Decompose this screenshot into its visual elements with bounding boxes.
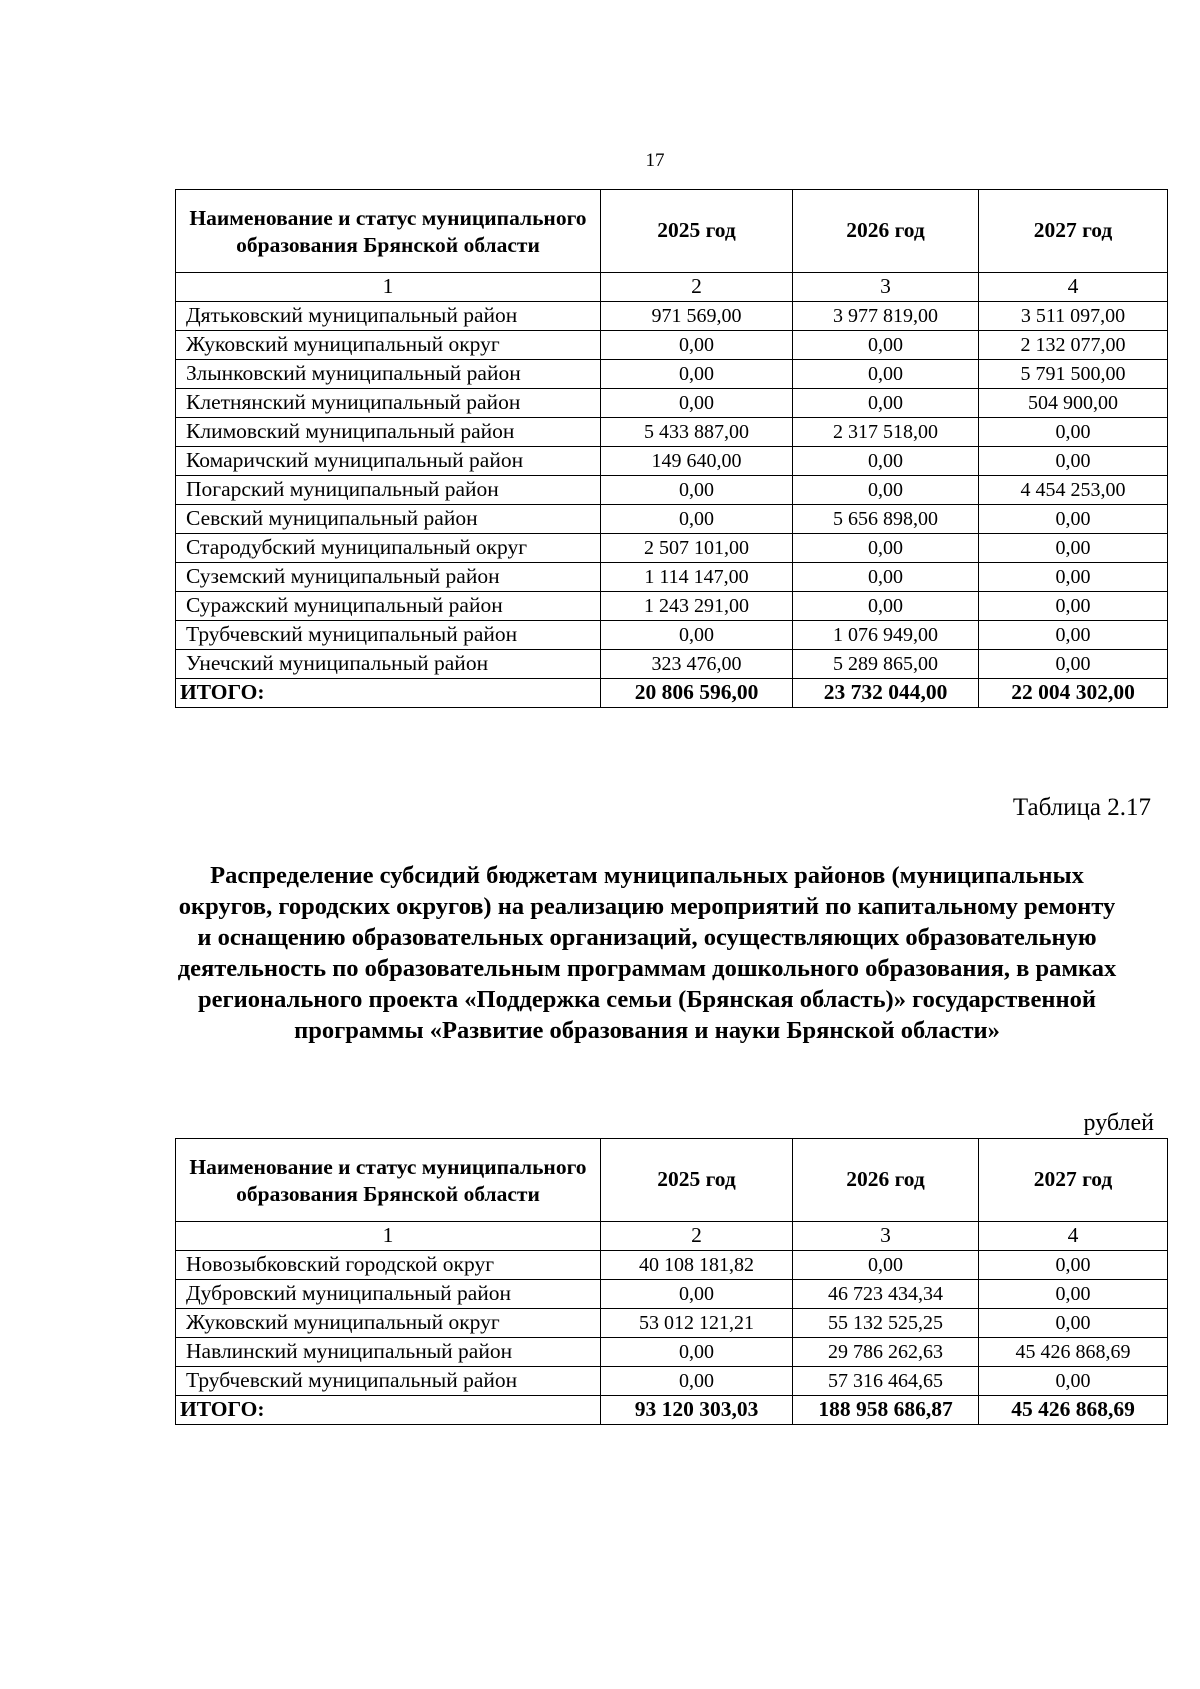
value-2026: 0,00 xyxy=(793,592,979,621)
value-2026: 0,00 xyxy=(793,360,979,389)
column-number-row xyxy=(176,1222,1168,1251)
value-2025: 0,00 xyxy=(601,1367,793,1396)
header-name: Наименование и статус муниципального образования Брянской области xyxy=(176,190,601,273)
total-2025: 20 806 596,00 xyxy=(601,679,793,708)
value-2025: 149 640,00 xyxy=(601,447,793,476)
value-2025: 0,00 xyxy=(601,505,793,534)
table-row xyxy=(176,331,1168,360)
value-2025: 0,00 xyxy=(601,1338,793,1367)
value-2027: 504 900,00 xyxy=(979,389,1168,418)
municipality-name: Жуковский муниципальный округ xyxy=(176,1309,601,1338)
subsidy-table-bottom xyxy=(175,1138,1168,1425)
header-2026: 2026 год xyxy=(793,190,979,273)
total-label: ИТОГО: xyxy=(176,679,601,708)
total-label: ИТОГО: xyxy=(176,1396,601,1425)
value-2025: 323 476,00 xyxy=(601,650,793,679)
value-2026: 0,00 xyxy=(793,476,979,505)
total-2026: 23 732 044,00 xyxy=(793,679,979,708)
value-2025: 0,00 xyxy=(601,476,793,505)
column-number-row xyxy=(176,273,1168,302)
table-row xyxy=(176,389,1168,418)
column-number: 2 xyxy=(601,273,793,302)
value-2027: 0,00 xyxy=(979,1367,1168,1396)
municipality-name: Навлинский муниципальный район xyxy=(176,1338,601,1367)
value-2025: 0,00 xyxy=(601,621,793,650)
value-2026: 0,00 xyxy=(793,331,979,360)
total-2027: 45 426 868,69 xyxy=(979,1396,1168,1425)
value-2027: 5 791 500,00 xyxy=(979,360,1168,389)
value-2027: 0,00 xyxy=(979,592,1168,621)
value-2027: 0,00 xyxy=(979,1251,1168,1280)
municipality-name: Суражский муниципальный район xyxy=(176,592,601,621)
value-2026: 46 723 434,34 xyxy=(793,1280,979,1309)
table-row xyxy=(176,476,1168,505)
municipality-name: Жуковский муниципальный округ xyxy=(176,331,601,360)
column-number: 2 xyxy=(601,1222,793,1251)
value-2027: 0,00 xyxy=(979,505,1168,534)
municipality-name: Дятьковский муниципальный район xyxy=(176,302,601,331)
total-row xyxy=(176,1396,1168,1425)
header-2027: 2027 год xyxy=(979,190,1168,273)
table-row xyxy=(176,1251,1168,1280)
table-row xyxy=(176,360,1168,389)
header-2026: 2026 год xyxy=(793,1139,979,1222)
total-row xyxy=(176,679,1168,708)
total-2027: 22 004 302,00 xyxy=(979,679,1168,708)
table-row xyxy=(176,505,1168,534)
municipality-name: Дубровский муниципальный район xyxy=(176,1280,601,1309)
header-2025: 2025 год xyxy=(601,190,793,273)
value-2026: 2 317 518,00 xyxy=(793,418,979,447)
municipality-name: Злынковский муниципальный район xyxy=(176,360,601,389)
value-2026: 0,00 xyxy=(793,447,979,476)
column-number: 3 xyxy=(793,1222,979,1251)
value-2026: 57 316 464,65 xyxy=(793,1367,979,1396)
table-row xyxy=(176,1338,1168,1367)
value-2025: 5 433 887,00 xyxy=(601,418,793,447)
table-row xyxy=(176,1367,1168,1396)
value-2027: 0,00 xyxy=(979,650,1168,679)
value-2026: 55 132 525,25 xyxy=(793,1309,979,1338)
value-2025: 53 012 121,21 xyxy=(601,1309,793,1338)
value-2027: 2 132 077,00 xyxy=(979,331,1168,360)
value-2027: 0,00 xyxy=(979,447,1168,476)
value-2027: 0,00 xyxy=(979,1309,1168,1338)
value-2027: 45 426 868,69 xyxy=(979,1338,1168,1367)
municipality-name: Трубчевский муниципальный район xyxy=(176,1367,601,1396)
header-name: Наименование и статус муниципального образования Брянской области xyxy=(176,1139,601,1222)
total-2026: 188 958 686,87 xyxy=(793,1396,979,1425)
table-row xyxy=(176,302,1168,331)
municipality-name: Севский муниципальный район xyxy=(176,505,601,534)
table-row xyxy=(176,418,1168,447)
table-row xyxy=(176,1280,1168,1309)
value-2027: 0,00 xyxy=(979,1280,1168,1309)
table-row xyxy=(176,534,1168,563)
municipality-name: Климовский муниципальный район xyxy=(176,418,601,447)
header-2027: 2027 год xyxy=(979,1139,1168,1222)
table-row xyxy=(176,621,1168,650)
municipality-name: Трубчевский муниципальный район xyxy=(176,621,601,650)
municipality-name: Клетнянский муниципальный район xyxy=(176,389,601,418)
value-2025: 40 108 181,82 xyxy=(601,1251,793,1280)
table-row xyxy=(176,592,1168,621)
value-2025: 0,00 xyxy=(601,1280,793,1309)
value-2027: 0,00 xyxy=(979,621,1168,650)
municipality-name: Новозыбковский городской округ xyxy=(176,1251,601,1280)
table-row xyxy=(176,563,1168,592)
value-2027: 3 511 097,00 xyxy=(979,302,1168,331)
value-2026: 0,00 xyxy=(793,389,979,418)
value-2025: 1 114 147,00 xyxy=(601,563,793,592)
column-number: 1 xyxy=(176,1222,601,1251)
value-2026: 1 076 949,00 xyxy=(793,621,979,650)
value-2026: 5 656 898,00 xyxy=(793,505,979,534)
document-title: Распределение субсидий бюджетам муниципальных районов (муниципальных округов, городских округов) на реализацию мероприятий по капитальному ремонту и оснащению образовательных организаций, осуществляющих образовательную деятельность по образовательным программам дошкольного образования, в рамках регионального проекта «Поддержка семьи (Брянская область)» государственной программы «Развитие образования и науки Брянской области» xyxy=(177,862,1117,1044)
table-row xyxy=(176,650,1168,679)
value-2026: 0,00 xyxy=(793,563,979,592)
value-2026: 0,00 xyxy=(793,534,979,563)
value-2026: 0,00 xyxy=(793,1251,979,1280)
value-2025: 0,00 xyxy=(601,360,793,389)
value-2026: 3 977 819,00 xyxy=(793,302,979,331)
municipality-name: Суземский муниципальный район xyxy=(176,563,601,592)
value-2026: 29 786 262,63 xyxy=(793,1338,979,1367)
column-number: 1 xyxy=(176,273,601,302)
table-row xyxy=(176,447,1168,476)
value-2027: 0,00 xyxy=(979,534,1168,563)
value-2027: 0,00 xyxy=(979,418,1168,447)
value-2026: 5 289 865,00 xyxy=(793,650,979,679)
value-2025: 0,00 xyxy=(601,389,793,418)
value-2027: 0,00 xyxy=(979,563,1168,592)
page-number: 17 xyxy=(645,150,665,171)
table-row xyxy=(176,1309,1168,1338)
total-2025: 93 120 303,03 xyxy=(601,1396,793,1425)
value-2027: 4 454 253,00 xyxy=(979,476,1168,505)
value-2025: 2 507 101,00 xyxy=(601,534,793,563)
units-label: рублей xyxy=(1083,1110,1154,1136)
column-number: 4 xyxy=(979,1222,1168,1251)
subsidy-table-top xyxy=(175,189,1168,708)
column-number: 4 xyxy=(979,273,1168,302)
municipality-name: Комаричский муниципальный район xyxy=(176,447,601,476)
value-2025: 0,00 xyxy=(601,331,793,360)
value-2025: 1 243 291,00 xyxy=(601,592,793,621)
municipality-name: Погарский муниципальный район xyxy=(176,476,601,505)
municipality-name: Унечский муниципальный район xyxy=(176,650,601,679)
table-label: Таблица 2.17 xyxy=(1012,794,1151,821)
municipality-name: Стародубский муниципальный округ xyxy=(176,534,601,563)
value-2025: 971 569,00 xyxy=(601,302,793,331)
header-2025: 2025 год xyxy=(601,1139,793,1222)
column-number: 3 xyxy=(793,273,979,302)
